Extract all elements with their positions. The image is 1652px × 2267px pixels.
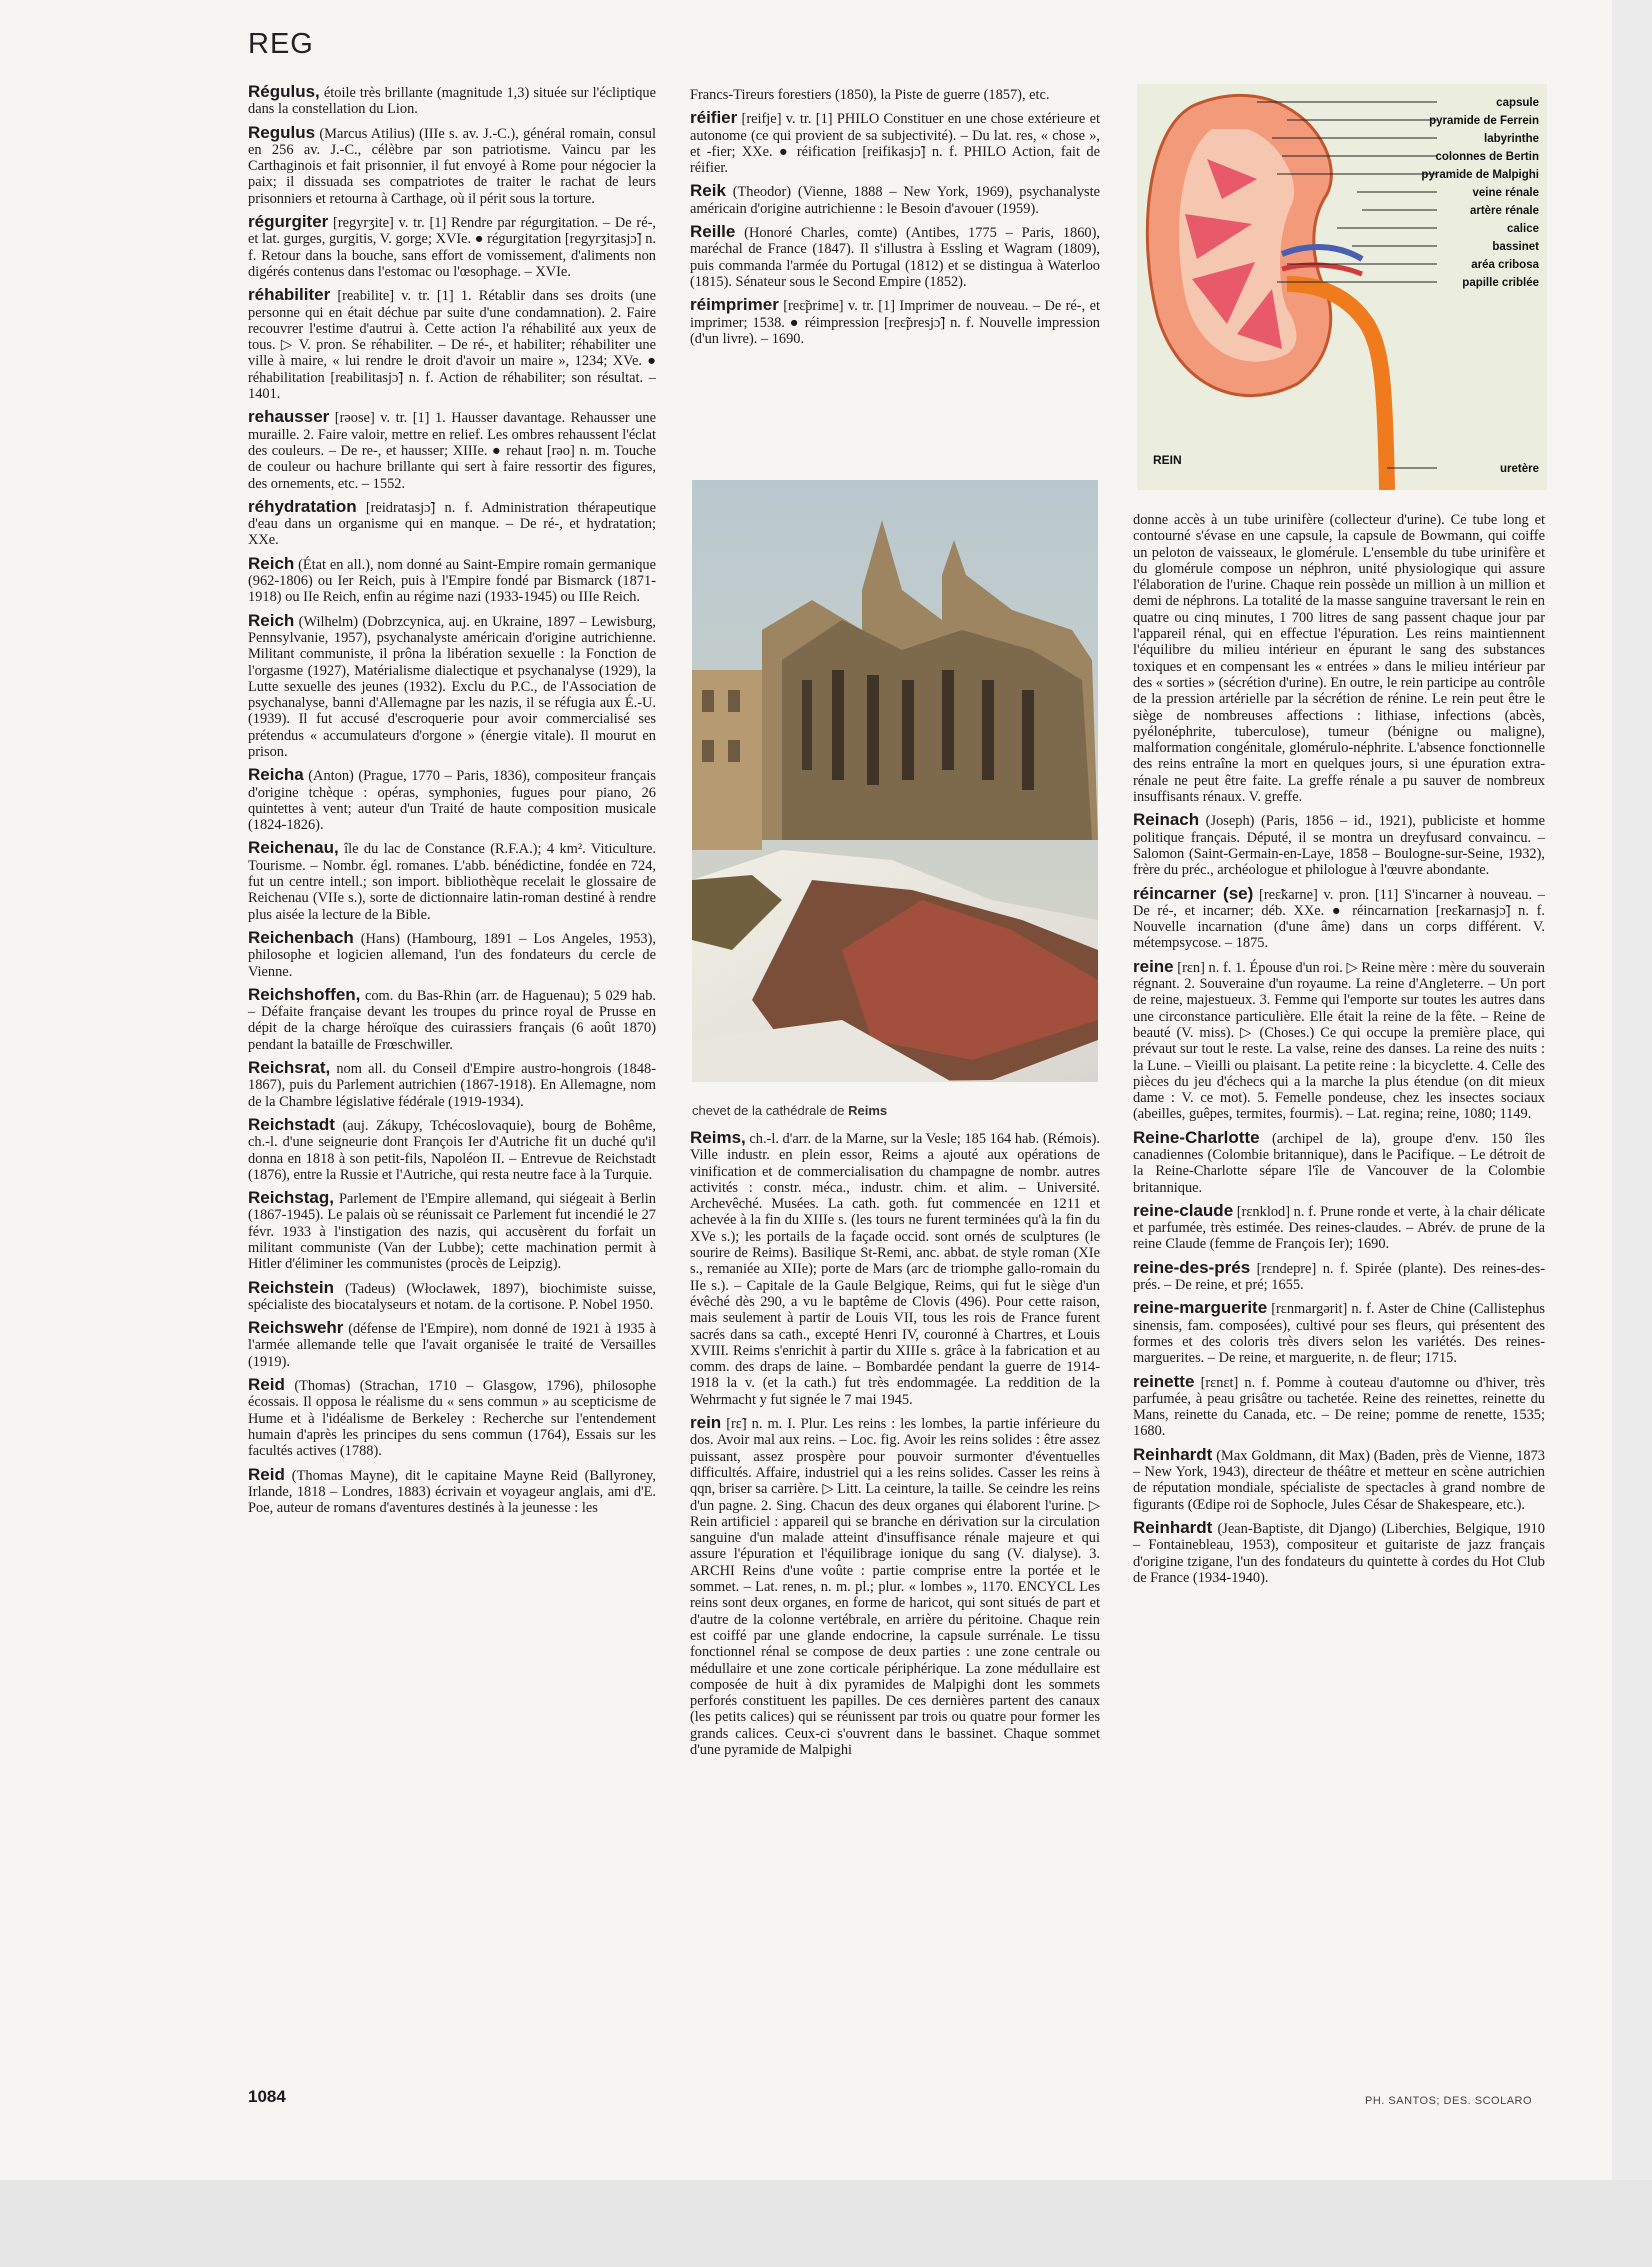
- entry-headword: reinette: [1133, 1371, 1195, 1391]
- entry-text: [rɛ̃] n. m. I. Plur. Les reins : les lombes, la partie inférieure du dos. Avoir mal aux reins. – Loc. fig. Avoir les reins solides : être assez puissant, assez prospère pour pouvoir surmonter d'éventuelles difficultés. Affaire, industriel qui a les reins solides. Casser les reins à qqn, briser sa carrière. ▷ Litt. La ceinture, la taille. Se ceindre les reins d'un pagne. 2. Sing. Chacun des deux organes qui élaborent l'urine. ▷ Rein artificiel : appareil qui se branche en dérivation sur la circulation sanguine d'un malade atteint d'insuffisance rénale majeure et qui assure l'épuration et l'équilibrage ionique du sang (V. dialyse). 3. ARCHI Reins d'une voûte : partie comprise entre la portée et le sommet. – Lat. renes, n. m. pl.; plur. « lombes », 1170. ENCYCL Les reins sont deux organes, en forme de haricot, qui sont situés de part et d'autre de la colonne vertébrale, en arrière du péritoine. Chaque rein est coiffé par une glande endocrine, la capsule surrénale. Le tissu fonctionnel rénal se compose de deux parties : une zone centrale ou médullaire et une zone corticale périphérique. La zone médullaire est composée de huit à dix pyramides de Malpighi dont les sommets perforés constituent les papilles. De ces dernières partent des canaux (les petits calices) qui se réunissent par trois ou quatre pour former les grands calices. Ceux-ci s'ouvrent dans le bassinet. Chaque sommet d'une pyramide de Malpighi: [690, 1416, 1100, 1758]
- entry-text: (Marcus Atilius) (IIIe s. av. J.-C.), général romain, consul en 256 av. J.-C., célèbre par son patriotisme. Vaincu par les Carthaginois et fait prisonnier, il fut envoyé à Rome pour négocier la paix; il dissuada ses compatriotes de traiter le rachat de leurs prisonniers et retourna à Carthage, où il périt sous la torture.: [248, 125, 656, 207]
- entry-text: [rɛnɛt] n. f. Pomme à couteau d'automne ou d'hiver, très parfumée, à peau grisâtre ou tachetée. Reine des reinettes, reinette du Mans, reinette du Canada, etc. – De reine; pomme de renette, 1535; 1680.: [1133, 1374, 1545, 1440]
- entry-text: [rəose] v. tr. [1] 1. Hausser davantage. Rehausser une muraille. 2. Faire valoir, mettre en relief. Les ombres rehaussent l'éclat des couleurs. – De re-, et hausser; XIIIe. ● rehaut [rəo] n. m. Touche de couleur ou hachure brillante qui sert à faire ressortir des figures, des ornements, etc. – 1552.: [248, 410, 656, 492]
- diagram-label: labyrinthe: [1484, 133, 1539, 145]
- entry-headword: Reicha: [248, 765, 304, 785]
- dictionary-entry: [1133, 1127, 1545, 1196]
- entry-headword: régurgiter: [248, 212, 329, 232]
- entry-headword: Reichstein: [248, 1277, 334, 1297]
- entry-headword: réhydratation: [248, 496, 357, 516]
- diagram-label: bassinet: [1492, 241, 1539, 253]
- caption-text: chevet de la cathédrale de: [692, 1103, 845, 1118]
- entry-text: (État en all.), nom donné au Saint-Empire romain germanique (962-1806) ou Ier Reich, puis à l'Empire fondé par Bismarck (1871-1918) ou IIe Reich, enfin au régime nazi (1933-1945) ou IIIe Reich.: [248, 556, 656, 606]
- entry-headword: Régulus,: [248, 82, 320, 101]
- entry-headword: réimprimer: [690, 295, 779, 315]
- entry-text: [rɛn] n. f. 1. Épouse d'un roi. ▷ Reine mère : mère du souverain régnant. 2. Souveraine d'un royaume. La reine d'Angleterre. – Un port de reine, majestueux. 3. Femme qui l'emporte sur toutes les autres dans une circonstance particulière. Elle était la reine de la fête. – Reine de beauté (V. miss). ▷ (Choses.) Ce qui occupe la première place, qui prévaut sur tout le reste. La valse, reine des danses. La reine des nuits : la Lune. – Vieilli ou plaisant. La petite reine : la bicyclette. 4. Celle des pièces du jeu d'échecs qui a la marche la plus étendue (on dit mieux dame : V. ce mot). 5. Femelle pondeuse, chez les insectes sociaux (abeilles, guêpes, termites, fourmis). – Lat. regina; reine, 1080; 1149.: [1133, 959, 1545, 1123]
- dictionary-entry: [690, 224, 1100, 290]
- entry-text: [reɛ̃karne] v. pron. [11] S'incarner à nouveau. – De ré-, et incarner; déb. XXe. ● réincarnation [reɛ̃karnasjɔ̃] n. f. Nouvelle incarnation (d'une âme) dans un corps différent. V. métempsycose. – 1875.: [1133, 886, 1545, 952]
- dictionary-entry: [248, 1190, 656, 1272]
- dictionary-entry: [1133, 1371, 1545, 1440]
- diagram-label: veine rénale: [1472, 187, 1539, 199]
- entry-text: (archipel de la), groupe d'env. 150 îles canadiennes (Colombie britannique), dans le Pacifique. – Le détroit de la Reine-Charlotte sépare l'île de Vancouver de la Colombie britannique.: [1133, 1130, 1545, 1196]
- page-number: 1084: [248, 2087, 286, 2106]
- entry-text: Francs-Tireurs forestiers (1850), la Piste de guerre (1857), etc.: [690, 87, 1050, 103]
- dictionary-entry: [1133, 1300, 1545, 1366]
- dictionary-entry: [690, 183, 1100, 217]
- entry-text: (Thomas Mayne), dit le capitaine Mayne Reid (Ballyroney, Irlande, 1818 – Londres, 1883) écrivain et voyageur anglais, ami d'E. Poe, auteur de romans d'aventures destinés à la jeunesse : les: [248, 1467, 656, 1517]
- entry-headword: réincarner (se): [1133, 883, 1254, 903]
- entry-text: donne accès à un tube urinifère (collecteur d'urine). Ce tube long et contourné s'évase en une capsule, la capsule de Bowmann, qui coiffe un peloton de vaisseaux, le glomérule. L'ensemble du tube urinifère et du glomérule compose un néphron, unité physiologique qui assure l'élaboration de l'urine. Chaque rein possède un million à un million et demi de néphrons. La totalité de la masse sanguine traversant le rein en quatre ou cinq minutes, 1 700 litres de sang passent chaque jour par l'appareil rénal, qui en effectue l'épuration. Les reins maintiennent l'équilibre du milieu intérieur en épurant le sang des substances toxiques et en compensant les « entrées » dans le milieu intérieur par des « sorties » (sécrétion d'urine). En outre, le rein participe au contrôle de la pression artérielle par la sécrétion de rénine. Le rein peut être le siège de nombreuses affections : lithiase, infections (abcès, pyélonéphrite, tuberculose), tumeur (bénigne ou maligne), malformation congénitale, glomérulo-néphrite. L'absence fonctionnelle des reins entraîne la mort en quelques jours, si une épuration extra-rénale ne peut être faite. La greffe rénale a pu sauver de nombreux insuffisants rénaux. V. greffe.: [1133, 512, 1545, 806]
- dictionary-entry: [248, 122, 656, 207]
- dictionary-entry: [690, 110, 1100, 176]
- diagram-label: pyramide de Ferrein: [1429, 115, 1539, 127]
- entry-headword: Reille: [690, 222, 736, 242]
- entry-headword: réifier: [690, 108, 738, 128]
- dictionary-entry: [248, 553, 656, 606]
- entry-text: [reabilite] v. tr. [1] 1. Rétablir dans ses droits (une personne qui en était déchue par suite d'une condamnation). 2. Faire recouvrer l'estime d'autrui à. Cette action l'a réhabilité aux yeux de tous. ▷ V. pron. Se réhabiliter. – De ré-, et habiliter; réhabiliter une ville à maire, « lui rendre le droit d'avoir un maire », 1234; XVe. ● réhabilitation [reabilitasjɔ̃] n. f. Action de réhabiliter; son résultat. – 1401.: [248, 288, 656, 403]
- entry-headword: reine-des-prés: [1133, 1257, 1251, 1277]
- entry-text: [rɛnklod] n. f. Prune ronde et verte, à la chair délicate et parfumée, très estimée. Des reines-claudes. – Abrév. de prune de la reine Claude (femme de François Ier); 1690.: [1133, 1203, 1545, 1253]
- dictionary-entry: [248, 214, 656, 280]
- entry-headword: Regulus: [248, 122, 316, 142]
- entry-headword: Reid: [248, 1464, 285, 1484]
- dictionary-entry: [248, 1114, 656, 1183]
- diagram-label: uretère: [1500, 463, 1539, 475]
- entry-headword: Reinhardt: [1133, 1444, 1213, 1464]
- diagram-label: calice: [1507, 223, 1539, 235]
- column-2-bottom: [690, 1130, 1100, 1765]
- column-1: [248, 84, 656, 1523]
- entry-text: (défense de l'Empire), nom donné de 1921 à 1935 à l'armée allemande telle que l'avait organisée le traité de Versailles (1919).: [248, 1321, 656, 1370]
- entry-text: (Honoré Charles, comte) (Antibes, 1775 – Paris, 1860), maréchal de France (1847). Il s'illustra à Essling et Wagram (1809), puis commanda l'armée du Portugal (1812) et se distingua à Waterloo (1815). Sénateur sous le Second Empire (1852).: [690, 225, 1100, 290]
- entry-headword: Reinach: [1133, 810, 1200, 830]
- entry-headword: Reichshoffen,: [248, 984, 361, 1004]
- entry-text: [reidratasjɔ̃] n. f. Administration thérapeutique d'eau dans un organisme qui en manque. – De ré-, et hydratation; XXe.: [248, 499, 656, 549]
- entry-headword: Reichstag,: [248, 1188, 334, 1208]
- diagram-label: capsule: [1496, 97, 1539, 109]
- caption-place: Reims: [848, 1103, 888, 1118]
- scan-background: [0, 2180, 1652, 2267]
- entry-text: [reɛ̃prime] v. tr. [1] Imprimer de nouveau. – De ré-, et imprimer; 1538. ● réimpression [reɛ̃presjɔ̃] n. f. Nouvelle impression (d'un livre). – 1690.: [690, 298, 1100, 347]
- reims-cathedral-illustration: [692, 480, 1098, 1082]
- dictionary-entry: [690, 297, 1100, 347]
- entry-headword: Reik: [690, 181, 726, 201]
- entry-text: (Thomas) (Strachan, 1710 – Glasgow, 1796), philosophe écossais. Il opposa le réalisme du « sens commun » au scepticisme de Hume et à l'idéalisme de Berkeley : Recherche sur l'entendement humain d'après les principes du sens commun (1764), Essais sur les facultés actives (1788).: [248, 1378, 656, 1460]
- diagram-label: papille criblée: [1462, 277, 1539, 289]
- dictionary-entry: [1133, 1200, 1545, 1253]
- dictionary-entry: [690, 1130, 1100, 1408]
- entry-text: (Max Goldmann, dit Max) (Baden, près de Vienne, 1873 – New York, 1943), directeur de théâtre et metteur en scène autrichien de réputation mondiale, spécialiste de spectacles à grand nombre de figurants (Œdipe roi de Sophocle, Jules César de Shakespeare, etc.).: [1133, 1447, 1545, 1513]
- diagram-label: pyramide de Malpighi: [1421, 169, 1539, 181]
- entry-headword: Reichenau,: [248, 838, 339, 858]
- entry-text: com. du Bas-Rhin (arr. de Haguenau); 5 029 hab. – Défaite française devant les troupes du prince royal de Prusse en dépit de la charge héroïque des cuirassiers français (6 août 1870) pendant la bataille de Frœschwiller.: [248, 987, 656, 1053]
- column-3: [1133, 512, 1545, 1593]
- dictionary-entry: [1133, 512, 1545, 805]
- dictionary-entry: [248, 496, 656, 549]
- dictionary-entry: [1133, 956, 1545, 1123]
- dictionary-entry: [1133, 812, 1545, 878]
- entry-text: (Joseph) (Paris, 1856 – id., 1921), publiciste et homme politique français. Député, il se montra un dreyfusard convaincu. – Salomon (Saint-Germain-en-Laye, 1858 – Boulogne-sur-Seine, 1932), frère du préc., archéologue et philologue à l'œuvre abondante.: [1133, 813, 1545, 879]
- running-head: REG: [248, 28, 314, 60]
- diagram-label: aréa cribosa: [1471, 259, 1539, 271]
- dictionary-entry: [248, 287, 656, 402]
- cathedral-photo: [692, 480, 1098, 1082]
- entry-headword: Reichenbach: [248, 927, 354, 947]
- dictionary-entry: [248, 1377, 656, 1459]
- entry-headword: Reichswehr: [248, 1318, 344, 1338]
- entry-headword: rein: [690, 1413, 722, 1433]
- entry-headword: rehausser: [248, 407, 330, 427]
- dictionary-entry: [248, 409, 656, 491]
- dictionary-entry: [1133, 1257, 1545, 1294]
- entry-text: Parlement de l'Empire allemand, qui siégeait à Berlin (1867-1945). Le palais où se réunissait ce Parlement fut incendié le 27 févr. 1933 à l'instigation des nazis, qui accusèrent du forfait un militant communiste (Van der Lubbe); cette machination permit à Hitler d'éliminer les communistes (procès de Leipzig).: [248, 1191, 656, 1273]
- photo-credit: PH. SANTOS; DES. SCOLARO: [1365, 2095, 1533, 2107]
- dictionary-entry: [248, 927, 656, 980]
- kidney-diagram: [1137, 84, 1547, 490]
- dictionary-entry: [248, 767, 656, 833]
- entry-text: [rɛnmargərit] n. f. Aster de Chine (Callistephus sinensis, fam. composées), cultivé pour ses fleurs, qui présentent des formes et des coloris très divers selon les variétés. Des reines-marguerites. – De reine, et marguerite, n. de fleur; 1715.: [1133, 1301, 1545, 1367]
- entry-headword: Reichsrat,: [248, 1058, 331, 1078]
- entry-headword: Reich: [248, 553, 295, 573]
- diagram-title: REIN: [1153, 453, 1182, 467]
- entry-text: nom all. du Conseil d'Empire austro-hongrois (1848-1867), puis du Parlement autrichien (1867-1918). En Allemagne, nom de la Chambre législative fédérale (1919-1934).: [248, 1061, 656, 1110]
- diagram-label: artère rénale: [1469, 205, 1539, 217]
- dictionary-entry: [248, 1060, 656, 1110]
- dictionary-entry: [248, 1277, 656, 1314]
- dictionary-entry: [248, 610, 656, 761]
- dictionary-entry: [1133, 883, 1545, 952]
- entry-headword: Reich: [248, 610, 295, 630]
- entry-text: [regyrʒite] v. tr. [1] Rendre par régurgitation. – De ré-, et lat. gurges, gurgitis, V. gorge; XVIe. ● régurgitation [regyrʒitasjɔ̃] n. f. Retour dans la bouche, sans effort de vomissement, d'aliments non digérés contenus dans l'estomac ou l'œsophage. – XVIe.: [248, 215, 656, 280]
- dictionary-entry: [690, 87, 1100, 103]
- entry-text: (Wilhelm) (Dobrzcynica, auj. en Ukraine, 1897 – Lewisburg, Pennsylvanie, 1957), psychanalyste américain d'origine autrichienne. Militant communiste, il prôna la libération sexuelle : la Fonction de l'orgasme (1927), Matérialisme dialectique et psychanalyse (1929), la Lutte sexuelle des jeunes (1932). Exclu du P.C., de l'Association de psychanalyse, banni d'Allemagne par les nazis, il se réfugia aux É.-U. (1939). Il fut accusé d'escroquerie pour avoir commercialisé ses prétendus « accumulateurs d'orgone » (énergie vitale). Il mourut en prison.: [248, 613, 656, 760]
- dictionary-entry: [248, 984, 656, 1053]
- entry-headword: reine: [1133, 956, 1174, 976]
- dictionary-entry: [248, 1464, 656, 1517]
- entry-text: ch.-l. d'arr. de la Marne, sur la Vesle; 185 164 hab. (Rémois). Ville industr. en plein essor, Reims a ajouté aux opérations de vinification et de commercialisation du champagne de nombr. autres activités : constr. méca., industr. chim. et alim. – Université. Archevêché. Musées. La cath. goth. fut commencée en 1211 et achevée à la fin du XIIIe s. (les tours ne furent terminées qu'à la fin du XVe s.); les portails de la façade occid. sont ornés de sculptures (le sourire de Reims). Basilique St-Remi, anc. abbat. de style roman (XIe s., remaniée au XIIe); porte de Mars (arc de triomphe gallo-romain du IIe s.). – Capitale de la Gaule Belgique, Reims, qui fut le siège d'un évêché dès 290, a vu le baptême de Clovis (496). Pour cette raison, mais seulement à partir de Louis VII, tous les rois de France furent sacrés dans sa cath., excepté Henri IV, couronné à Chartres, et Louis XVIII. Reims s'enrichit à partir du XIIIe s. grâce à la fabrication et au comm. des draps de laine. – Bombardée pendant la guerre de 1914-1918 la v. (et la cath.) fut très endommagée. La reddition de la Wehrmacht y fut signée le 7 mai 1945.: [690, 1131, 1100, 1408]
- entry-text: (Anton) (Prague, 1770 – Paris, 1836), compositeur français d'origine tchèque : opéras, symphonies, fugues pour piano, 26 quintettes à vent; auteur d'un Traité de haute composition musicale (1824-1826).: [248, 768, 656, 834]
- entry-headword: Reinhardt: [1133, 1517, 1213, 1537]
- kidney-illustration: [1137, 84, 1547, 490]
- entry-headword: Reid: [248, 1375, 285, 1395]
- entry-text: île du lac de Constance (R.F.A.); 4 km². Viticulture. Tourisme. – Nombr. égl. romanes. L'abb. bénédictine, fondée en 724, fut un centre intell.; son import. bibliothèque recelait le glossaire de Reichenau (VIIe s.), sorte de dictionnaire latin-roman destiné à rendre plus aisée la lecture de la Bible.: [248, 841, 656, 923]
- entry-text: [rɛndepre] n. f. Spirée (plante). Des reines-des-prés. – De reine, et pré; 1655.: [1133, 1260, 1545, 1294]
- entry-text: (auj. Zákupy, Tchécoslovaquie), bourg de Bohême, ch.-l. d'une seigneurie dont François Ier d'Autriche fit un duché qu'il donna en 1818 à son petit-fils, Napoléon II. – Entrevue de Reichstadt (1876), entre la Russie et l'Autriche, qui resta neutre face à la Turquie.: [248, 1117, 656, 1183]
- dictionary-entry: [248, 1320, 656, 1370]
- entry-text: (Theodor) (Vienne, 1888 – New York, 1969), psychanalyste américain d'origine autrichienne : le Besoin d'avouer (1959).: [690, 184, 1100, 217]
- entry-headword: Reims,: [690, 1128, 746, 1147]
- entry-text: (Hans) (Hambourg, 1891 – Los Angeles, 1953), philosophe et logicien allemand, l'un des fondateurs du cercle de Vienne.: [248, 930, 656, 980]
- diagram-label: colonnes de Bertin: [1435, 151, 1539, 163]
- entry-text: étoile très brillante (magnitude 1,3) située sur l'écliptique dans la constellation du Lion.: [248, 85, 656, 118]
- entry-text: [reifje] v. tr. [1] PHILO Constituer en une chose extérieure et autonome (ce qui provient de sa subjectivité). – Du lat. res, « chose », et -fier; XXe. ● réification [reifikasjɔ̃] n. f. PHILO Action, fait de réifier.: [690, 111, 1100, 177]
- entry-text: (Tadeus) (Włocławek, 1897), biochimiste suisse, spécialiste des biocatalyseurs et notam. de la cortisone. P. Nobel 1950.: [248, 1280, 656, 1313]
- entry-headword: Reine-Charlotte: [1133, 1127, 1260, 1147]
- entry-headword: reine-marguerite: [1133, 1298, 1268, 1318]
- entry-headword: réhabiliter: [248, 285, 331, 305]
- dictionary-entry: [248, 840, 656, 922]
- dictionary-entry: [1133, 1517, 1545, 1586]
- entry-headword: Reichstadt: [248, 1114, 335, 1134]
- dictionary-entry: [1133, 1444, 1545, 1513]
- photo-caption: [692, 1103, 887, 1118]
- entry-text: (Jean-Baptiste, dit Django) (Liberchies, Belgique, 1910 – Fontainebleau, 1953), compositeur et guitariste de jazz français d'origine tzigane, l'un des fondateurs du quintette à cordes du Hot Club de France (1934-1940).: [1133, 1520, 1545, 1586]
- dictionary-entry: [690, 1415, 1100, 1758]
- entry-headword: reine-claude: [1133, 1200, 1234, 1220]
- dictionary-entry: [248, 84, 656, 118]
- column-2-top: [690, 87, 1100, 354]
